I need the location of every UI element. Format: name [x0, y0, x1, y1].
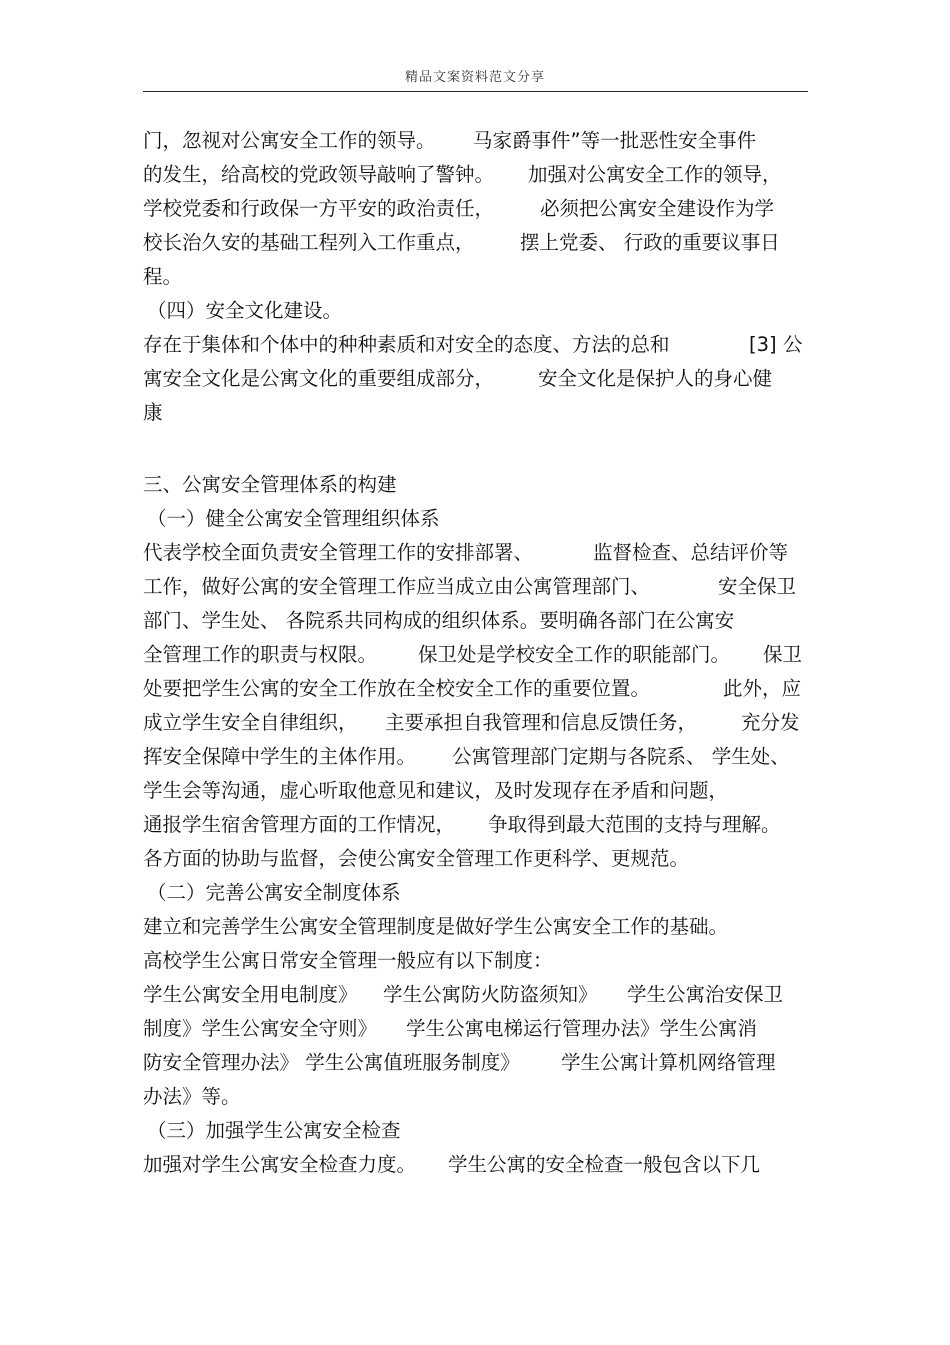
- text-run: 学生公寓治安保卫: [627, 983, 784, 1006]
- text-line: [143, 468, 809, 502]
- text-run: 康: [143, 401, 163, 424]
- text-run: 争取得到最大范围的支持与理解。: [488, 813, 781, 836]
- text-run: 挥安全保障中学生的主体作用。: [143, 745, 417, 768]
- text-run: 监督检查、总结评价等: [593, 541, 789, 564]
- text-run: 工作，做好公寓的安全管理工作应当成立由公寓管理部门、: [143, 575, 651, 598]
- text-run: 充分发: [741, 711, 800, 734]
- text-run: 学生会等沟通，虚心听取他意见和建议，及时发现存在矛盾和问题，: [143, 779, 729, 802]
- text-line: [143, 706, 809, 740]
- text-line: [143, 604, 809, 638]
- text-run: （四）安全文化建设。: [147, 299, 343, 322]
- text-line: [143, 502, 809, 536]
- text-line: [143, 944, 809, 978]
- text-run: 此外，应: [723, 677, 802, 700]
- text-line: [143, 192, 809, 226]
- text-run: （一）健全公寓安全管理组织体系: [147, 507, 440, 530]
- text-run: 学生公寓电梯运行管理办法》学生公寓消: [406, 1017, 758, 1040]
- text-run: 学生公寓计算机网络管理: [561, 1051, 776, 1074]
- text-run: 保卫处是学校安全工作的职能部门。: [418, 643, 731, 666]
- text-line: [143, 842, 809, 876]
- text-line: [143, 260, 809, 294]
- text-run: 全管理工作的职责与权限。: [143, 643, 378, 666]
- text-run: 公寓管理部门定期与各院系、 学生处、: [452, 745, 790, 768]
- text-run: 门，忽视对公寓安全工作的领导。: [143, 129, 436, 152]
- text-run: 校长治久安的基础工程列入工作重点，: [143, 231, 475, 254]
- text-run: 学生公寓的安全检查一般包含以下几: [448, 1153, 761, 1176]
- text-run: 各方面的协助与监督，会使公寓安全管理工作更科学、更规范。: [143, 847, 690, 870]
- text-run: 代表学校全面负责安全管理工作的安排部署、: [143, 541, 534, 564]
- text-run: 学生公寓防火防盗须知》: [383, 983, 598, 1006]
- text-run: 防安全管理办法》 学生公寓值班服务制度》: [143, 1051, 520, 1074]
- text-line: [143, 1080, 809, 1114]
- text-line: [143, 328, 809, 362]
- text-line: [143, 1148, 809, 1182]
- text-run: 寓安全文化是公寓文化的重要组成部分，: [143, 367, 495, 390]
- text-line: [143, 294, 809, 328]
- text-line: [143, 1012, 809, 1046]
- text-line: [143, 396, 809, 430]
- text-run: 学校党委和行政保一方平安的政治责任，: [143, 197, 495, 220]
- document-body: [143, 124, 809, 1182]
- text-run: 制度》学生公寓安全守则》: [143, 1017, 378, 1040]
- page-header: 精品文案资料范文分享: [404, 70, 545, 85]
- paragraph-gap: [143, 430, 809, 468]
- text-run: 程。: [143, 265, 183, 288]
- text-run: 安全保卫: [718, 575, 797, 598]
- text-line: [143, 570, 809, 604]
- text-run: 加强对公寓安全工作的领导，: [528, 163, 782, 186]
- text-run: 必须把公寓安全建设作为学: [540, 197, 775, 220]
- text-line: [143, 638, 809, 672]
- text-run: 成立学生安全自律组织，: [143, 711, 358, 734]
- text-line: [143, 672, 809, 706]
- text-run: 的发生，给高校的党政领导敲响了警钟。: [143, 163, 495, 186]
- text-run: 三、公寓安全管理体系的构建: [143, 473, 397, 496]
- text-run: 加强对学生公寓安全检查力度。: [143, 1153, 417, 1176]
- text-run: [3]: [749, 333, 777, 356]
- text-run: 办法》等。: [143, 1085, 241, 1108]
- text-line: [143, 362, 809, 396]
- text-line: [143, 1114, 809, 1148]
- text-run: 公: [783, 333, 803, 356]
- text-run: （二）完善公寓安全制度体系: [147, 881, 401, 904]
- text-run: 高校学生公寓日常安全管理一般应有以下制度：: [143, 949, 553, 972]
- text-run: （三）加强学生公寓安全检查: [147, 1119, 401, 1142]
- text-line: [143, 876, 809, 910]
- text-run: 学生公寓安全用电制度》: [143, 983, 358, 1006]
- text-line: [143, 536, 809, 570]
- text-line: [143, 910, 809, 944]
- text-line: [143, 158, 809, 192]
- text-run: 保卫: [763, 643, 803, 666]
- text-run: 建立和完善学生公寓安全管理制度是做好学生公寓安全工作的基础。: [143, 915, 729, 938]
- text-run: 马家爵事件”等一批恶性安全事件: [473, 129, 757, 152]
- text-run: 部门、学生处、 各院系共同构成的组织体系。要明确各部门在公寓安: [143, 609, 735, 632]
- text-line: [143, 978, 809, 1012]
- text-run: 主要承担自我管理和信息反馈任务，: [385, 711, 698, 734]
- text-line: [143, 124, 809, 158]
- text-run: 通报学生宿舍管理方面的工作情况，: [143, 813, 456, 836]
- text-run: 摆上党委、 行政的重要议事日: [520, 231, 780, 254]
- text-line: [143, 1046, 809, 1080]
- text-run: 处要把学生公寓的安全工作放在全校安全工作的重要位置。: [143, 677, 651, 700]
- text-line: [143, 808, 809, 842]
- text-line: [143, 774, 809, 808]
- text-run: 安全文化是保护人的身心健: [538, 367, 773, 390]
- text-line: [143, 226, 809, 260]
- header-divider: [143, 91, 808, 92]
- text-run: 存在于集体和个体中的种种素质和对安全的态度、方法的总和: [143, 333, 670, 356]
- text-line: [143, 740, 809, 774]
